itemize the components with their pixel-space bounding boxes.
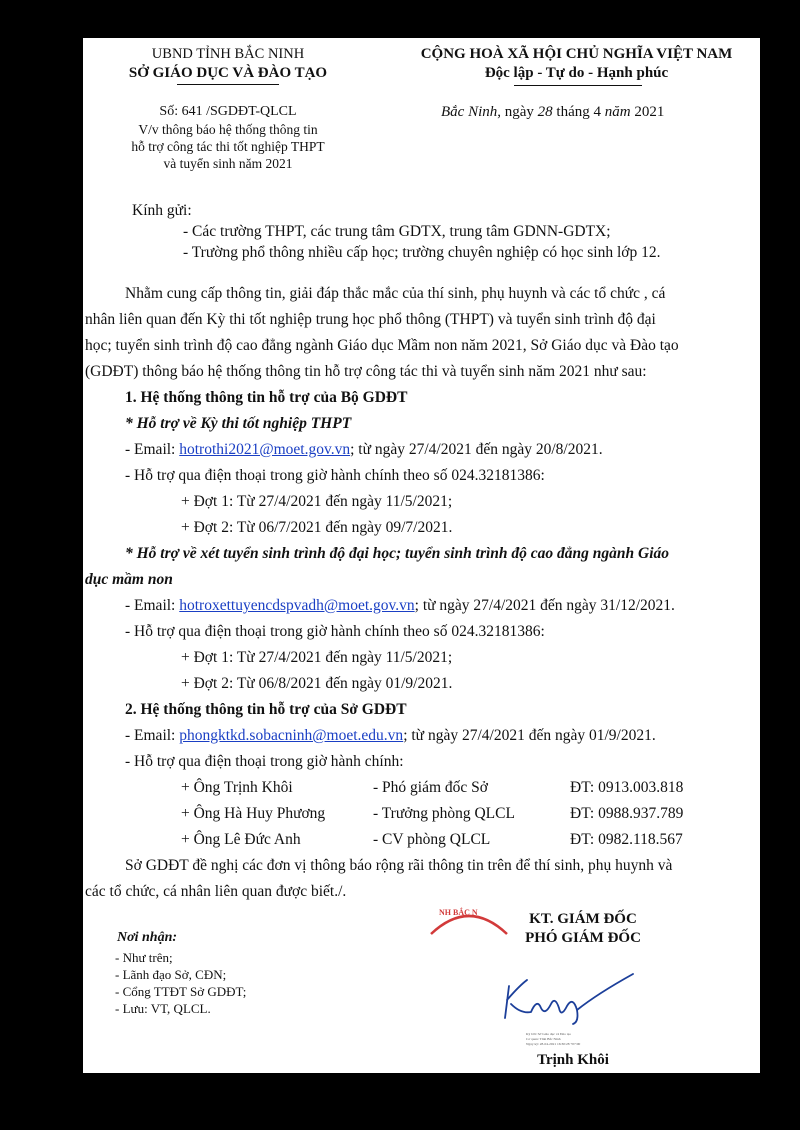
email-label: - Email: [125,441,180,458]
contact-name: + Ông Trịnh Khôi [181,779,293,796]
national-motto: Độc lập - Tự do - Hạnh phúc [484,65,669,81]
section1-title: 1. Hệ thống thông tin hỗ trợ của Bộ GDĐT [125,389,408,406]
recipient-line-2: - Trường phổ thông nhiều cấp học; trường chuyên nghiệp có học sinh lớp 12. [183,244,661,261]
email-label: - Email: [125,727,180,744]
closing-line-2: các tổ chức, cá nhân liên quan được biết./. [85,883,347,900]
handwritten-signature-icon [497,968,637,1028]
digital-signature-line: Ngày ký: 28-04-2021 16:30:28 +07:00 [526,1042,581,1046]
email-link-hotroxettuyen[interactable]: hotroxettuyencdspvadh@moet.gov.vn [179,597,415,614]
department-name: SỞ GIÁO DỤC VÀ ĐÀO TẠO [128,65,328,81]
contact-role: - Trưởng phòng QLCL [373,805,515,822]
noi-nhan-item: - Cổng TTĐT Sở GDĐT; [115,984,247,999]
noi-nhan-item: - Lãnh đạo Sở, CĐN; [115,967,227,982]
date-day-label: , ngày [497,104,538,120]
intro-line-2: nhân liên quan đến Kỳ thi tốt nghiệp trung học phổ thông (THPT) và tuyển sinh trình độ đại [85,311,656,328]
recipient-line-1: - Các trường THPT, các trung tâm GDTX, trung tâm GDNN-GDTX; [183,223,611,240]
intro-line-4: (GDĐT) thông báo hệ thống thông tin hỗ trợ công tác thi và tuyển sinh năm 2021 như sau: [85,363,647,380]
contact-phone: ĐT: 0988.937.789 [570,805,684,822]
seal-text: NH BẮC N [439,908,478,917]
header-right-rule [514,85,642,86]
section1-sub1-round2: + Đợt 2: Từ 06/7/2021 đến ngày 09/7/2021. [181,519,453,536]
signer-name: Trịnh Khôi [537,1052,609,1068]
subject-line-2: hỗ trợ công tác thi tốt nghiệp THPT [131,139,325,154]
contact-phone: ĐT: 0913.003.818 [570,779,684,796]
email-label: - Email: [125,597,180,614]
email-period: ; từ ngày 27/4/2021 đến ngày 20/8/2021. [350,441,603,458]
section1-sub2-round2: + Đợt 2: Từ 06/8/2021 đến ngày 01/9/2021. [181,675,453,692]
section1-sub1-round1: + Đợt 1: Từ 27/4/2021 đến ngày 11/5/2021; [181,493,453,510]
section2-phone-line: - Hỗ trợ qua điện thoại trong giờ hành chính: [125,753,404,770]
date-day: 28 [537,104,553,120]
header-left-rule [177,84,279,85]
email-period: ; từ ngày 27/4/2021 đến ngày 01/9/2021. [403,727,656,744]
email-period: ; từ ngày 27/4/2021 đến ngày 31/12/2021. [414,597,675,614]
digital-signature-line: Ký bởi: Sở Giáo dục và Đào tạo [526,1032,572,1036]
authority-name: UBND TỈNH BẮC NINH [151,46,305,62]
nation-title: CỘNG HOÀ XÃ HỘI CHỦ NGHĨA VIỆT NAM [420,46,733,62]
digital-signature-line: Cơ quan: Tỉnh Bắc Ninh [526,1037,561,1041]
intro-line-3: học; tuyển sinh trình độ cao đẳng ngành Giáo dục Mầm non năm 2021, Sở Giáo dục và Đào tạo [85,337,679,354]
noi-nhan-item: - Như trên; [115,950,173,965]
section1-sub1-email-line [125,441,603,459]
email-link-hotrothi[interactable]: hotrothi2021@moet.gov.vn [179,441,351,458]
place-date [441,104,664,121]
document-page [83,38,760,1073]
section2-email-line [125,727,656,745]
section1-sub1-phone-line: - Hỗ trợ qua điện thoại trong giờ hành chính theo số 024.32181386: [125,467,545,484]
subject-line-3: và tuyển sinh năm 2021 [163,156,293,171]
section1-sub2-round1: + Đợt 1: Từ 27/4/2021 đến ngày 11/5/2021; [181,649,453,666]
date-month: tháng 4 [552,104,605,120]
section2-title: 2. Hệ thống thông tin hỗ trợ của Sở GDĐT [125,701,407,718]
date-year-word: năm [604,104,631,120]
signature-title-pgd: PHÓ GIÁM ĐỐC [525,930,641,946]
section1-sub2-title-line1: * Hỗ trợ về xét tuyển sinh trình độ đại học; tuyển sinh trình độ cao đẳng ngành Giáo [125,545,670,562]
intro-line-1: Nhằm cung cấp thông tin, giải đáp thắc mắc của thí sinh, phụ huynh và các tổ chức , cá [125,285,666,302]
contact-phone: ĐT: 0982.118.567 [570,831,683,848]
greeting: Kính gửi: [132,202,192,219]
email-link-phongktkd[interactable]: phongktkd.sobacninh@moet.edu.vn [179,727,404,744]
section1-sub2-title-line2: dục mầm non [85,571,173,588]
signature-title-kt: KT. GIÁM ĐỐC [529,911,637,927]
date-year: 2021 [630,104,665,120]
section1-sub2-phone-line: - Hỗ trợ qua điện thoại trong giờ hành chính theo số 024.32181386: [125,623,545,640]
subject-line-1: V/v thông báo hệ thống thông tin [138,122,318,137]
document-number: Số: 641 /SGDĐT-QLCL [159,104,297,119]
contact-name: + Ông Hà Huy Phương [181,805,326,822]
noi-nhan-item: - Lưu: VT, QLCL. [115,1001,211,1016]
section1-sub1-title: * Hỗ trợ về Kỳ thi tốt nghiệp THPT [125,415,352,432]
contact-name: + Ông Lê Đức Anh [181,831,301,848]
contact-role: - CV phòng QLCL [373,831,491,848]
section1-sub2-email-line [125,597,675,615]
noi-nhan-title: Nơi nhận: [117,930,178,945]
closing-line-1: Sở GDĐT đề nghị các đơn vị thông báo rộng rãi thông tin trên để thí sinh, phụ huynh và [125,857,673,874]
place-name: Bắc Ninh [441,104,498,120]
contact-role: - Phó giám đốc Sở [373,779,488,796]
